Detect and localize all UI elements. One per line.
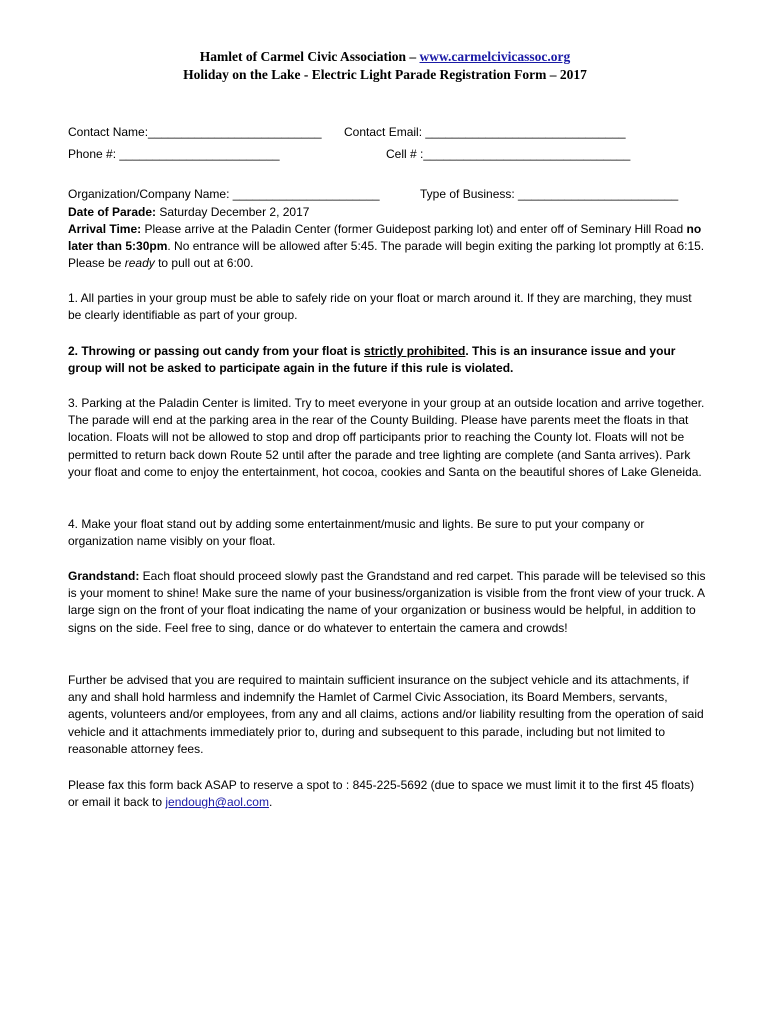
- date-of-parade: [68, 204, 309, 221]
- arrival-text-3: to pull out at 6:00.: [154, 256, 254, 271]
- contact-name-field[interactable]: Contact Name:__________________________: [68, 125, 322, 139]
- arrival-text-1: Please arrive at the Paladin Center (former Guidepost parking lot) and enter off of Seminary Hill Road: [141, 222, 687, 236]
- rule-4: 4. Make your float stand out by adding some entertainment/music and lights. Be sure to put your company or organization name visibly on your float.: [68, 517, 645, 549]
- arrival-ready: ready: [124, 256, 155, 271]
- business-type-field[interactable]: Type of Business: ________________________: [420, 187, 679, 201]
- arrival-time-paragraph: [68, 221, 708, 273]
- arrival-deadline: no later than 5:30pm: [68, 222, 702, 254]
- cell-field[interactable]: Cell # :_______________________________: [386, 147, 631, 161]
- phone-field[interactable]: Phone #: ________________________: [68, 147, 280, 161]
- grandstand-text: Each float should proceed slowly past the Grandstand and red carpet. This parade will be televised so this is your moment to shine! Make sure the name of your business/organization is visible from the front view of your truck. A large sign on the front of your float indicating the name of your organization or business would be helpful, in addition to signs on the side. Feel free to sing, dance or do whatever to entertain the camera and crowds!: [68, 569, 706, 635]
- org-name: Hamlet of Carmel Civic Association –: [199, 49, 420, 64]
- email-link[interactable]: jendough@aol.com: [165, 795, 269, 810]
- arrival-text-2: . No entrance will be allowed after 5:45. The parade will begin exiting the parking lot promptly at 6:15. Please be: [68, 239, 705, 271]
- rule-2-prohibited: strictly prohibited: [364, 344, 466, 358]
- organization-field[interactable]: Organization/Company Name: ______________________: [68, 187, 380, 201]
- date-value: Saturday December 2, 2017: [156, 205, 310, 219]
- rule-2-post: . This is an insurance issue and your group will not be asked to participate again in the future if this rule is violated.: [68, 344, 676, 376]
- insurance-paragraph: Further be advised that you are required to maintain sufficient insurance on the subject vehicle and its attachments, if any and shall hold harmless and indemnify the Hamlet of Carmel Civic Association, its Board Members, servants, agents, volunteers and/or employees, from any and all claims, actions and/or liability resulting from the operation of said vehicle and it attachments immediately prior to, during and subsequent to this parade, including but not limited to reasonable attorney fees.: [68, 673, 704, 756]
- website-link[interactable]: www.carmelcivicassoc.org: [419, 49, 571, 64]
- fax-text: Please fax this form back ASAP to reserve a spot to : 845-225-5692 (due to space we must limit it to the first 45 floats) or email it back to: [68, 778, 695, 810]
- arrival-label: Arrival Time:: [68, 222, 142, 236]
- rule-3: 3. Parking at the Paladin Center is limited. Try to meet everyone in your group at an outside location and arrive together. The parade will end at the parking area in the rear of the County Building. Please have parents meet the floats in that location. Floats will not be allowed to stop and drop off participants prior to reaching the County lot. Floats will not be permitted to return back down Route 52 until after the parade and tree lighting are complete (and Santa arrives). Park your float and come to enjoy the entertainment, hot cocoa, cookies and Santa on the beautiful shores of Lake Gleneida.: [68, 396, 705, 479]
- fax-paragraph: [68, 777, 708, 811]
- rule-2-pre: 2. Throwing or passing out candy from your float is: [68, 344, 365, 358]
- rule-2: [68, 343, 708, 377]
- grandstand-paragraph: [68, 568, 708, 637]
- form-title: [0, 48, 770, 65]
- grandstand-label: Grandstand:: [68, 569, 140, 583]
- rule-1: 1. All parties in your group must be able to safely ride on your float or march around it. If they are marching, they must be clearly identifiable as part of your group.: [68, 291, 692, 323]
- form-subtitle: Holiday on the Lake - Electric Light Parade Registration Form – 2017: [183, 67, 587, 82]
- date-label: Date of Parade:: [68, 205, 157, 219]
- contact-email-field[interactable]: Contact Email: ______________________________: [344, 125, 626, 139]
- fax-end: .: [268, 795, 273, 810]
